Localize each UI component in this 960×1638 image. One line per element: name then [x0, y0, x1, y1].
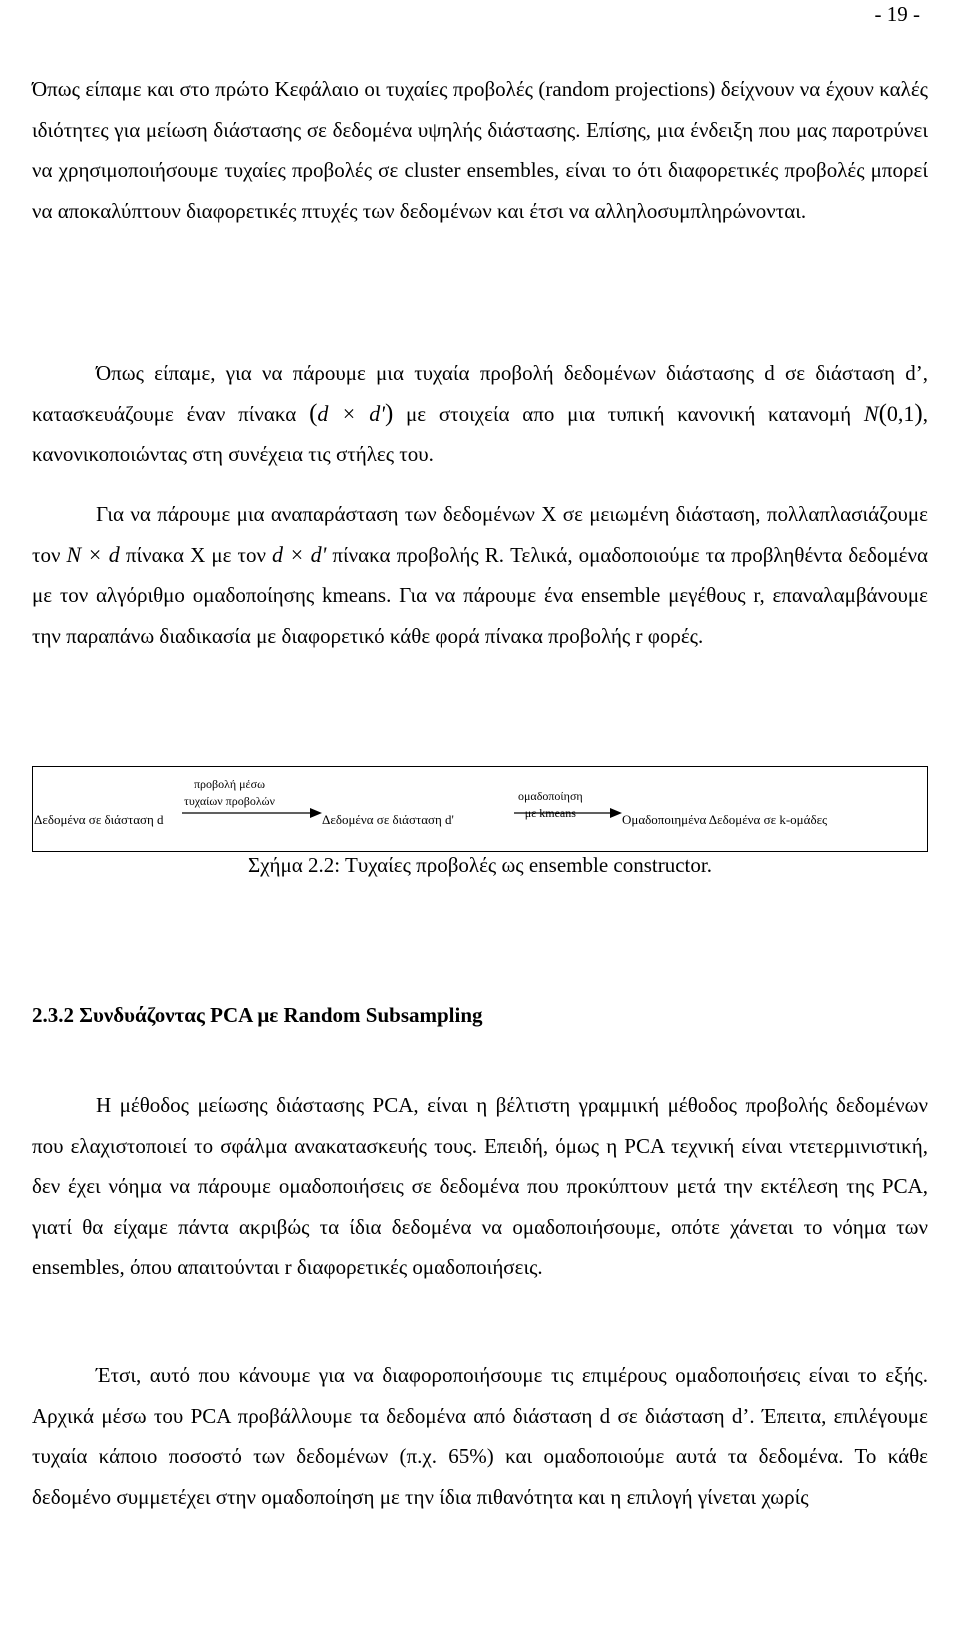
- page-number: - 19 -: [874, 2, 920, 26]
- paren-open: (: [309, 399, 318, 427]
- paragraph-text: Όπως είπαμε, για να πάρουμε μια τυχαία προβολή δεδομένων διάστασης d σε διάσταση d’, κατασκευάζουμε έναν πίνακα: [32, 361, 928, 426]
- paragraph-text: Για να πάρουμε μια αναπαράσταση των δεδομένων X σε μειωμένη διάσταση, πολλαπλασιάζουμε τον: [32, 502, 928, 567]
- math-args: 0,1: [886, 400, 915, 426]
- paren-close: ): [914, 399, 923, 427]
- paragraph-random-projections-intro: Όπως είπαμε και στο πρώτο Κεφάλαιο οι τυχαίες προβολές (random projections) δείχνουν να έχουν καλές ιδιότητες για μείωση διάστασης σε δεδομένα υψηλής διάστασης. Επίσης, μια ένδειξη που μας παροτρύνει να χρησιμοποιήσουμε τυχαίες προβολές σε cluster ensembles, είναι το ότι διαφορετικές προβολές μπορεί να αποκαλύπτουν διαφορετικές πτυχές των δεδομένων και έτσι να αλληλοσυμπληρώνονται.: [32, 77, 928, 223]
- paragraph-text: πίνακα προβολής R. Τελικά, ομαδοποιούμε τα προβληθέντα δεδομένα με τον αλγόριθμο ομαδοποίησης kmeans. Για να πάρουμε ένα ensemble μεγέθους r, επαναλαμβάνουμε την παραπάνω διαδικασία με διαφορετικό κάθε φορά πίνακα προβολής r φορές.: [32, 542, 929, 648]
- edge-label-line: τυχαίων προβολών: [184, 794, 275, 808]
- node-clustered-data: Ομαδοποιημένα Δεδομένα σε k-ομάδες: [622, 812, 828, 827]
- section-heading: 2.3.2 Συνδυάζοντας PCA με Random Subsampling: [32, 1003, 483, 1027]
- math-matrix-dims: d × d': [317, 400, 385, 426]
- figure-frame: [32, 766, 928, 852]
- edge-label-line: ομαδοποίηση: [518, 789, 583, 803]
- paragraph-pca-subsampling-method: Έτσι, αυτό που κάνουμε για να διαφοροποιήσουμε τις επιμέρους ομαδοποιήσεις είναι το εξής. Αρχικά μέσω του PCA προβάλλουμε τα δεδομένα από διάσταση d σε διάσταση d’. Έπειτα, επιλέγουμε τυχαία κάποιο ποσοστό των δεδομένων (π.χ. 65%) και ομαδοποιούμε αυτά τα δεδομένα. Το κάθε δεδομένο συμμετέχει στην ομαδοποίηση με την ίδια πιθανότητα και η επιλογή γίνεται χωρίς: [32, 1363, 928, 1509]
- node-data-dimension-d-prime: Δεδομένα σε διάσταση d': [322, 812, 454, 827]
- node-data-dimension-d: Δεδομένα σε διάσταση d: [34, 812, 164, 827]
- edge-label-random-projection: [184, 776, 275, 810]
- math-data-dims: N × d: [66, 541, 120, 567]
- paren-open: (: [878, 399, 887, 427]
- paragraph-pca-description: Η μέθοδος μείωσης διάστασης PCA, είναι η βέλτιστη γραμμική μέθοδος προβολής δεδομένων που ελαχιστοποιεί το σφάλμα ανακατασκευής τους. Επειδή, όμως η PCA τεχνική είναι ντετερμινιστική, δεν έχει νόημα να πάρουμε ομαδοποιήσεις σε δεδομένα που προκύπτουν μετά την εκτέλεση της PCA, γιατί θα είχαμε πάντα ακριβώς τα ίδια δεδομένα να ομαδοποιήσουμε, οπότε χάνεται το νόημα των ensembles, όπου απαιτούνται r διαφορετικές ομαδοποιήσεις.: [32, 1093, 928, 1279]
- paragraph-text: με στοιχεία απο μια τυπική κανονική κατανομή: [393, 401, 864, 426]
- paragraph-projection-procedure: [32, 494, 928, 656]
- paren-close: ): [384, 399, 394, 427]
- math-normal-dist: [864, 401, 923, 426]
- math-symbol: N: [863, 400, 879, 426]
- math-projection-dims: d × d': [272, 541, 327, 567]
- paragraph-projection-construction: [32, 353, 928, 475]
- figure-caption: Σχήμα 2.2: Τυχαίες προβολές ως ensemble constructor.: [248, 853, 712, 877]
- edge-label-line: με kmeans: [524, 806, 576, 820]
- paragraph-text: πίνακα X με τον: [119, 542, 273, 567]
- paragraph-text: , κανονικοποιώντας στη συνέχεια τις στήλες του.: [32, 401, 928, 466]
- arrow-clustering: [514, 807, 622, 819]
- edge-label-line: προβολή μέσω: [193, 777, 265, 791]
- arrow-projection: [182, 807, 322, 819]
